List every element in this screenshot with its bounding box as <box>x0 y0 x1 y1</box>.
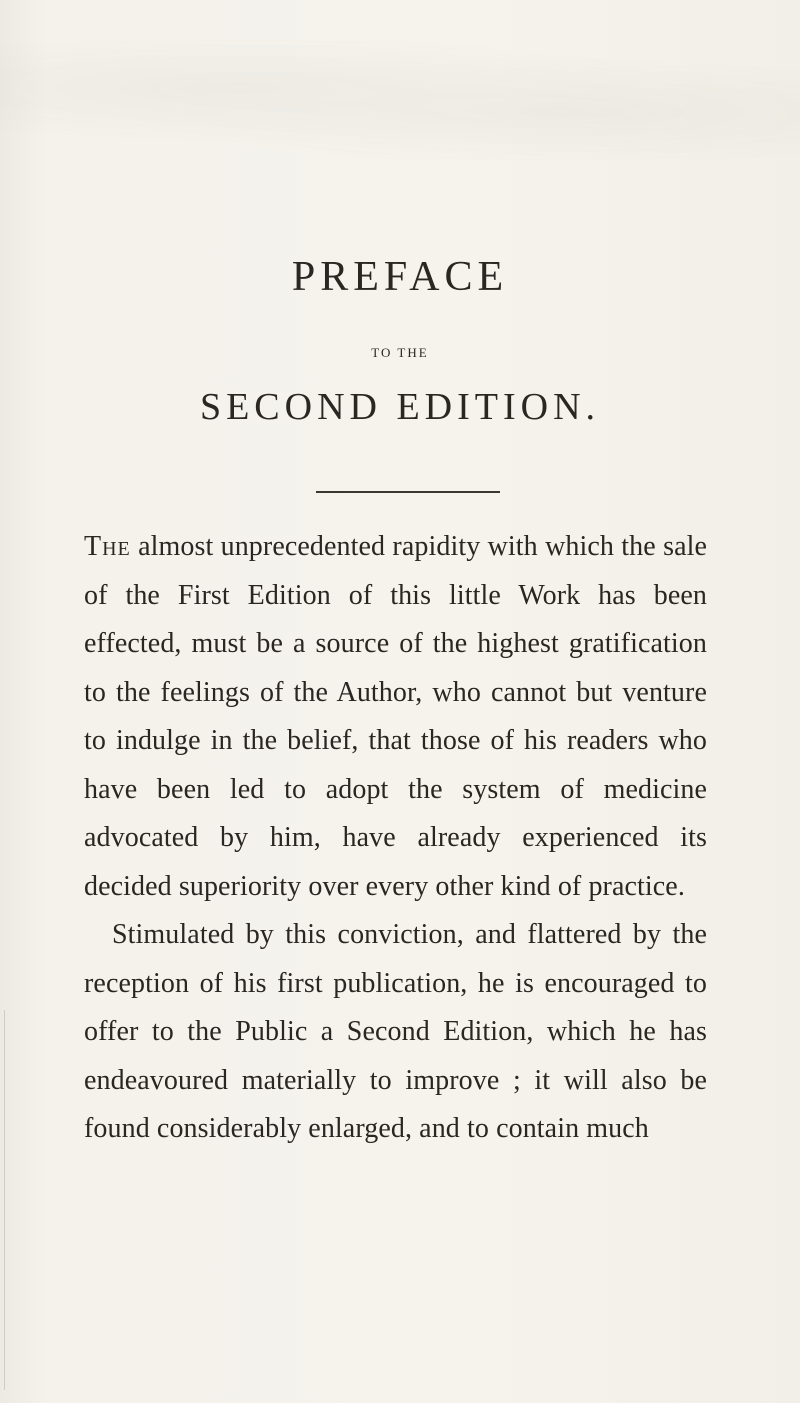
second-edition-title: SECOND EDITION. <box>199 386 601 428</box>
paragraph-2: Stimulated by this conviction, and flattered by the reception of his first publication, he is encouraged to offer to the Public a Second Edition, which he has endeavoured materially to improve ; it will also be found considerably enlarged, and to contain much <box>84 919 707 1144</box>
preface-title: PREFACE <box>291 254 509 300</box>
to-the-subtitle: TO THE <box>371 345 429 360</box>
page-edge-mark <box>4 1010 5 1390</box>
show-through-text <box>0 40 800 160</box>
preface-body <box>84 523 707 1154</box>
divider-rule <box>316 491 500 493</box>
paragraph-1-lead-word: The <box>84 531 131 562</box>
paragraph-1 <box>84 523 707 911</box>
paragraph-1-text: almost unprecedented rapidity with which the sale of the First Edition of this little Work has been effected, must be a source of the highest gratification to the feelings of the Author, who cannot but venture to indulge in the belief, that those of his readers who have been led to adopt the system of medicine advocated by him, have already experienced its decided superiority over every other kind of practice. <box>84 531 707 902</box>
